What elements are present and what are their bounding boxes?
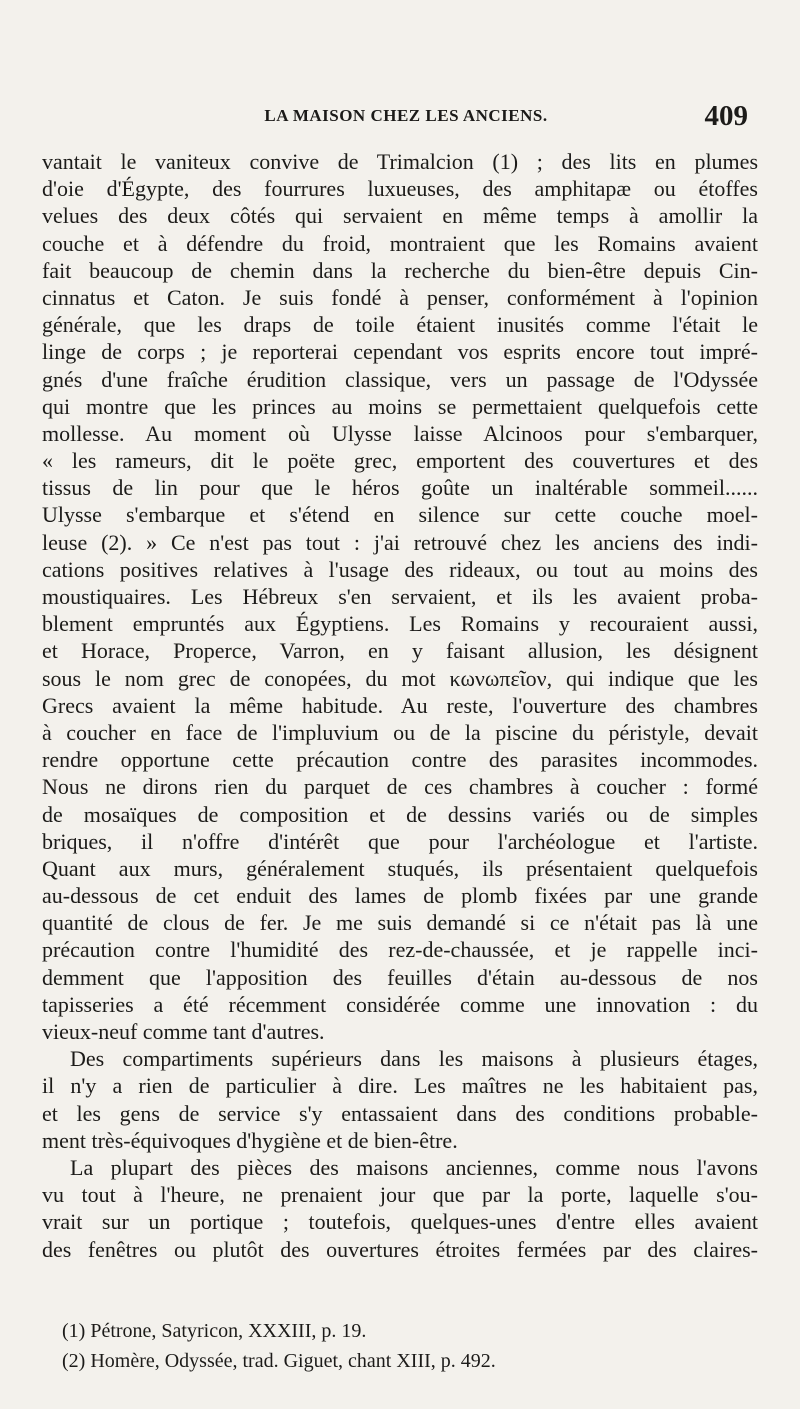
text-line: rendre opportune cette précaution contre des parasites incommodes. xyxy=(42,747,758,773)
text-line: gnés d'une fraîche érudition classique, vers un passage de l'Odyssée xyxy=(42,366,758,392)
text-line: à coucher en face de l'impluvium ou de la piscine du péristyle, devait xyxy=(42,719,758,745)
text-line: des fenêtres ou plutôt des ouvertures étroites fermées par des claires- xyxy=(42,1236,758,1262)
text-line: La plupart des pièces des maisons anciennes, comme nous l'avons xyxy=(70,1154,758,1180)
text-line: Des compartiments supérieurs dans les maisons à plusieurs étages, xyxy=(70,1046,758,1072)
body-text xyxy=(42,148,758,1263)
text-line: Nous ne dirons rien du parquet de ces chambres à coucher : formé xyxy=(42,774,758,800)
text-line: quantité de clous de fer. Je me suis demandé si ce n'était pas là une xyxy=(42,910,758,936)
text-line: linge de corps ; je reporterai cependant vos esprits encore tout impré- xyxy=(42,339,758,365)
text-line: sous le nom grec de conopées, du mot κωνωπεῖον, qui indique que les xyxy=(42,665,758,691)
text-line: d'oie d'Égypte, des fourrures luxueuses, des amphitapæ ou étoffes xyxy=(42,176,758,202)
text-line: vrait sur un portique ; toutefois, quelques-unes d'entre elles avaient xyxy=(42,1209,758,1235)
text-line: vu tout à l'heure, ne prenaient jour que par la porte, laquelle s'ou- xyxy=(42,1182,758,1208)
text-line: vieux-neuf comme tant d'autres. xyxy=(42,1019,325,1044)
text-line: au-dessous de cet enduit des lames de plomb fixées par une grande xyxy=(42,883,758,909)
text-line: tapisseries a été récemment considérée comme une innovation : du xyxy=(42,991,758,1017)
text-line: et les gens de service s'y entassaient dans des conditions probable- xyxy=(42,1100,758,1126)
text-line: velues des deux côtés qui servaient en même temps à amollir la xyxy=(42,203,758,229)
paragraph xyxy=(42,1045,758,1154)
text-line: de mosaïques de composition et de dessins variés ou de simples xyxy=(42,801,758,827)
text-line: tissus de lin pour que le héros goûte un inaltérable sommeil...... xyxy=(42,475,758,501)
text-line: demment que l'apposition des feuilles d'étain au-dessous de nos xyxy=(42,964,758,990)
text-line: couche et à défendre du froid, montraient que les Romains avaient xyxy=(42,230,758,256)
text-line: fait beaucoup de chemin dans la recherche du bien-être depuis Cin- xyxy=(42,257,758,283)
paragraph xyxy=(42,148,758,1045)
text-line: Ulysse s'embarque et s'étend en silence sur cette couche moel- xyxy=(42,502,758,528)
text-line: il n'y a rien de particulier à dire. Les maîtres ne les habitaient pas, xyxy=(42,1073,758,1099)
text-line: et Horace, Properce, Varron, en y faisant allusion, les désignent xyxy=(42,638,758,664)
footnotes xyxy=(62,1316,742,1376)
text-line: mollesse. Au moment où Ulysse laisse Alcinoos pour s'embarquer, xyxy=(42,420,758,446)
footnote: (1) Pétrone, Satyricon, XXXIII, p. 19. xyxy=(62,1320,367,1342)
text-line: précaution contre l'humidité des rez-de-chaussée, et je rappelle inci- xyxy=(42,937,758,963)
text-line: vantait le vaniteux convive de Trimalcion (1) ; des lits en plumes xyxy=(42,149,758,174)
text-line: briques, il n'offre d'intérêt que pour l'archéologue et l'artiste. xyxy=(42,828,758,854)
text-line: moustiquaires. Les Hébreux s'en servaient, et ils les avaient proba- xyxy=(42,584,758,609)
text-line: cinnatus et Caton. Je suis fondé à penser, conformément à l'opinion xyxy=(42,284,758,310)
footnote: (2) Homère, Odyssée, trad. Giguet, chant XIII, p. 492. xyxy=(62,1350,496,1372)
text-line: qui montre que les princes au moins se permettaient quelquefois cette xyxy=(42,393,758,419)
text-line: Quant aux murs, généralement stuqués, ils présentaient quelquefois xyxy=(42,855,758,881)
running-title: LA MAISON CHEZ LES ANCIENS. xyxy=(264,106,548,125)
text-line: cations positives relatives à l'usage des rideaux, ou tout au moins des xyxy=(42,556,758,582)
paragraph xyxy=(42,1154,758,1263)
text-line: « les rameurs, dit le poëte grec, emportent des couvertures et des xyxy=(42,448,758,474)
running-head xyxy=(40,100,760,132)
text-line: générale, que les draps de toile étaient inusités comme l'était le xyxy=(42,312,758,338)
text-line: Grecs avaient la même habitude. Au reste, l'ouverture des chambres xyxy=(42,692,758,718)
text-line: leuse (2). » Ce n'est pas tout : j'ai retrouvé chez les anciens des indi- xyxy=(42,529,758,555)
page-number: 409 xyxy=(704,100,748,132)
text-line: ment très-équivoques d'hygiène et de bien-être. xyxy=(42,1127,458,1153)
text-line: blement empruntés aux Égyptiens. Les Romains y recouraient aussi, xyxy=(42,611,758,637)
